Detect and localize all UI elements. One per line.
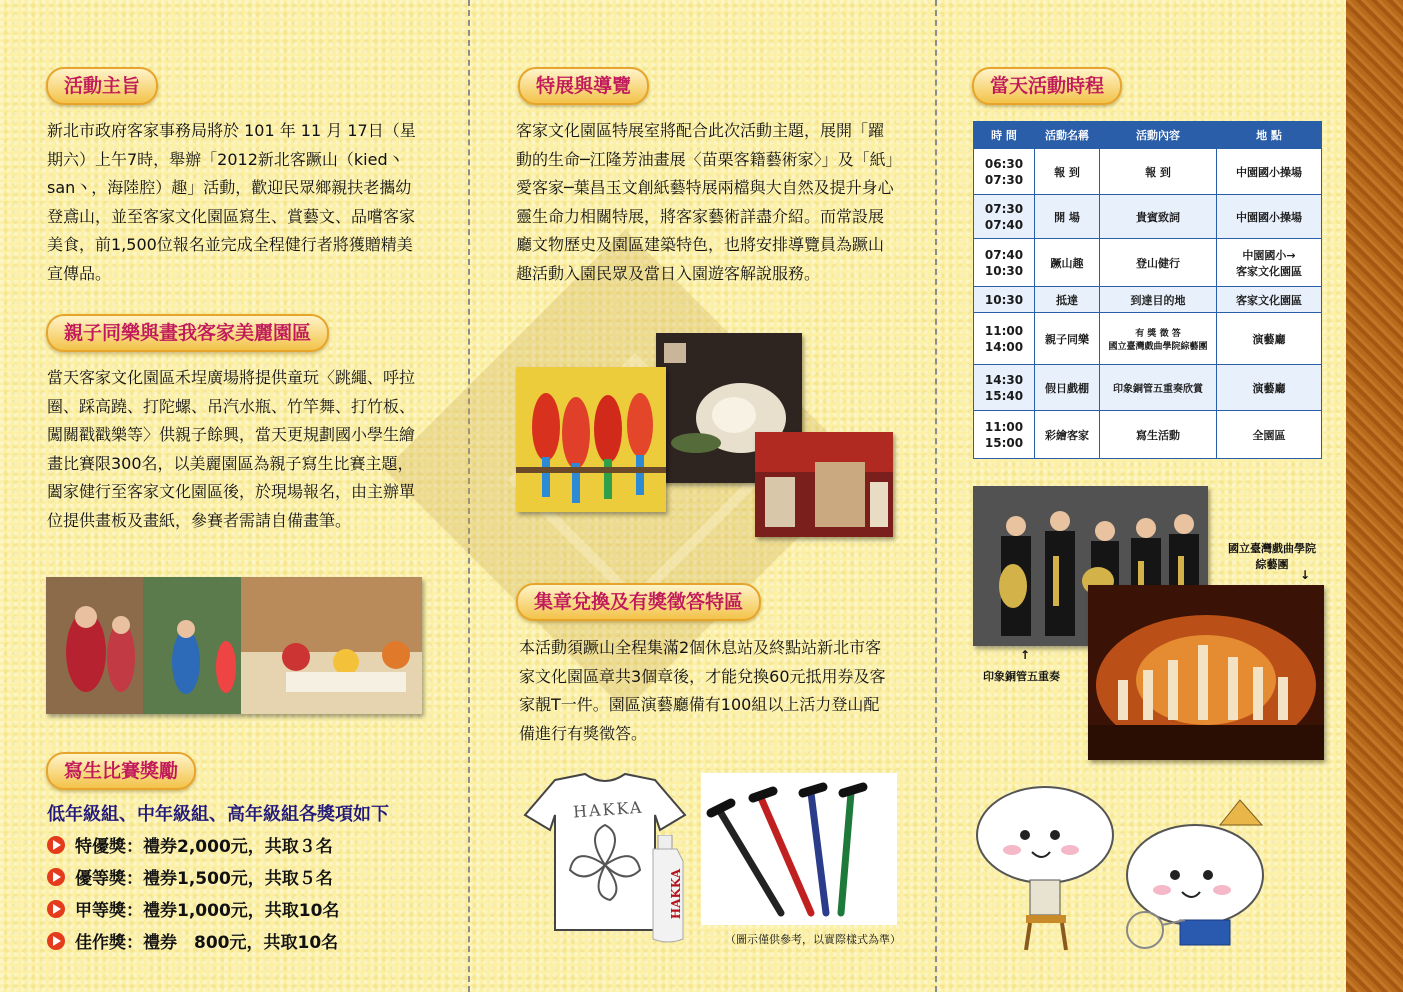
- award-item: 甲等獎：禮券1,000元，共取10名: [47, 896, 339, 921]
- parrot-painting-photo: [516, 367, 666, 512]
- exhibit-text: 客家文化園區特展室將配合此次活動主題，展開「躍動的生命─江隆芳油畫展〈苗栗客籍藝術家〉」及「紙」愛客家─葉昌玉文創紙藝特展兩檔與大自然及提升身心靈生命力相關特展，將客家藝術詳盡介紹。而常設展廳文物歷史及園區建築特色，也將安排導覽員為蹶山趣活動入園民眾及當日入園遊客解說服務。: [516, 121, 894, 283]
- award-item: 優等獎：禮券1,500元，共取５名: [47, 864, 333, 889]
- award-title: 寫生比賽獎勵: [46, 752, 196, 790]
- side-pattern-band: [1346, 0, 1403, 992]
- table-row: 14:30 15:40 假日戲棚 印象銅管五重奏欣賞 演藝廳: [974, 365, 1322, 411]
- tshirt-print-text: HAKKA: [572, 797, 644, 822]
- acrobatic-troupe-photo: [1088, 585, 1324, 760]
- col-header: 活動名稱: [1035, 122, 1100, 149]
- table-row: 06:30 07:30 報 到 報 到 中園國小操場: [974, 149, 1322, 195]
- col-header: 活動內容: [1100, 122, 1217, 149]
- table-header-row: [974, 122, 1322, 149]
- purpose-text: 新北市政府客家事務局將於 101 年 11 月 17日（星期六）上午7時，舉辦「2012新北客蹶山（kied丶san丶，海陸腔）趣」活動，歡迎民眾鄉親扶老攜幼登鳶山，並至客家文化園區寫生、賞藝文、品嚐客家美食，前1,500位報名並完成全程健行者將獲贈精美宣傳品。: [47, 121, 416, 283]
- schedule-title: 當天活動時程: [972, 67, 1122, 105]
- family-activity-photo: [46, 577, 422, 714]
- schedule-table: [973, 121, 1322, 459]
- exhibit-title: 特展與導覽: [518, 67, 649, 105]
- award-item: 佳作獎：禮券 800元，共取10名: [47, 928, 338, 953]
- mascot-illustration: [970, 780, 1270, 955]
- table-row: 11:00 14:00 親子同樂 有 獎 徵 答 國立臺灣戲曲學院綜藝團 演藝廳: [974, 313, 1322, 365]
- up-arrow-icon: ↑: [1020, 648, 1031, 662]
- bullet-arrow-icon: [47, 868, 65, 886]
- table-row: 10:30 抵達 到達目的地 客家文化園區: [974, 287, 1322, 313]
- award-heading: 低年級組、中年級組、高年級組各獎項如下: [47, 804, 389, 825]
- table-row: 11:00 15:00 彩繪客家 寫生活動 全園區: [974, 411, 1322, 459]
- fold-line-2: [935, 0, 937, 992]
- col-header: 時 間: [974, 122, 1035, 149]
- table-row: 07:40 10:30 蹶山趣 登山健行 中園國小→ 客家文化園區: [974, 239, 1322, 287]
- bullet-arrow-icon: [47, 836, 65, 854]
- award-item: 特優獎：禮券2,000元，共取３名: [47, 832, 333, 857]
- troupe-caption: 國立臺灣戲曲學院 綜藝團: [1228, 542, 1316, 571]
- purpose-title: 活動主旨: [46, 67, 158, 105]
- family-text: 當天客家文化園區禾埕廣場將提供童玩〈跳繩、呼拉圈、踩高蹺、打陀螺、吊汽水瓶、竹竿舞、打竹板、闖關戳戳樂等〉供親子餘興，當天更規劃國小學生繪畫比賽限300名，以美麗園區為親子寫生比賽主題，闔家健行至客家文化園區後，於現場報名，由主辦單位提供畫板及畫紙，參賽者需請自備畫筆。: [47, 368, 416, 530]
- exhibit-hall-photo: [755, 432, 893, 537]
- reference-note: （圖示僅供參考，以實際樣式為準）: [725, 933, 901, 946]
- table-row: 07:30 07:40 開 場 貴賓致詞 中園國小操場: [974, 195, 1322, 239]
- water-bottle-image: [643, 835, 693, 945]
- brass-caption: 印象銅管五重奏: [983, 670, 1060, 683]
- down-arrow-icon: ↓: [1300, 568, 1311, 582]
- stamp-title: 集章兌換及有獎徵答特區: [516, 583, 761, 621]
- bullet-arrow-icon: [47, 932, 65, 950]
- bottle-print-text: HAKKA: [669, 868, 684, 920]
- family-title: 親子同樂與畫我客家美麗園區: [46, 314, 329, 352]
- bullet-arrow-icon: [47, 900, 65, 918]
- hiking-poles-image: [701, 773, 897, 925]
- col-header: 地 點: [1217, 122, 1322, 149]
- stamp-text: 本活動須蹶山全程集滿2個休息站及終點站新北市客家文化園區章共3個章後，才能兌換60元抵用券及客家靚T一件。園區演藝廳備有100組以上活力登山配備進行有獎徵答。: [519, 638, 886, 743]
